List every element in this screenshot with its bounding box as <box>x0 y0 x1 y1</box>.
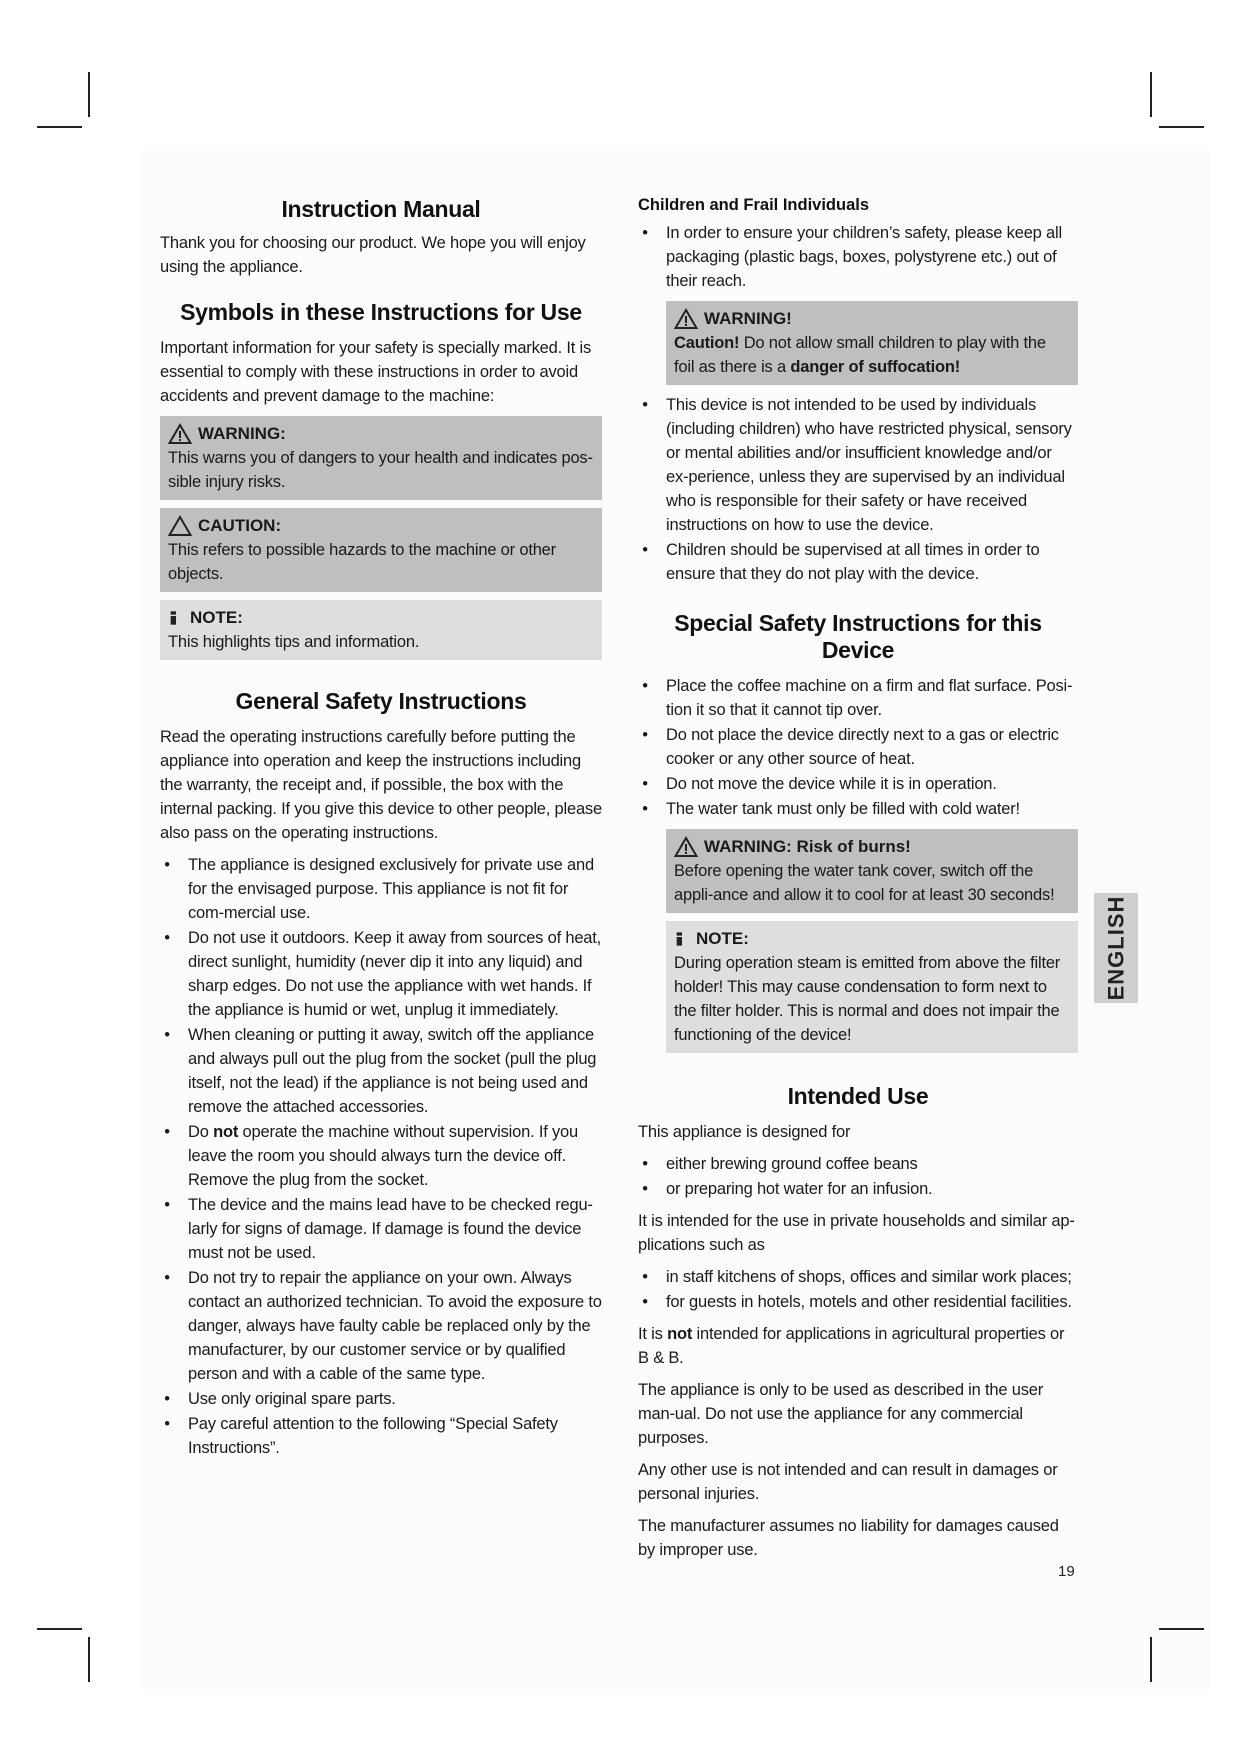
list-item: • or preparing hot water for an infusion. <box>642 1180 933 1198</box>
intended-text-2: It is intended for the use in private households and similar ap-plications such as <box>638 1212 1075 1254</box>
crop-mark <box>37 1628 82 1630</box>
children-warning-text: Caution! Do not allow small children to play with the foil as there is a danger of suffocation! <box>674 334 1046 376</box>
note-box <box>160 600 602 660</box>
list-item: • in staff kitchens of shops, offices and similar work places; <box>642 1268 1072 1286</box>
list-item: • Do not try to repair the appliance on your own. Always contact an authorized technician. To avoid the exposure to danger, always have faulty cable be replaced only by the manufacturer, by our customer service or by qualified person and with a cable of the same type. <box>164 1269 602 1383</box>
list-item: • for guests in hotels, motels and other residential facilities. <box>642 1293 1072 1311</box>
warning-box <box>160 416 602 500</box>
crop-mark <box>1159 126 1204 128</box>
list-item: • Do not operate the machine without supervision. If you leave the room you should always turn the device off. Remove the plug from the socket. <box>164 1123 578 1189</box>
warning-triangle-icon <box>168 423 192 445</box>
caution-triangle-icon <box>168 515 192 537</box>
list-item: • Pay careful attention to the following “Special Safety Instructions”. <box>164 1415 558 1457</box>
crop-mark <box>37 126 82 128</box>
list-item: • Children should be supervised at all times in order to ensure that they do not play with the device. <box>642 541 1040 583</box>
left-column <box>160 196 602 1468</box>
not-intended-text: It is not intended for applications in agricultural properties or B & B. <box>638 1325 1065 1367</box>
burn-warning-text: Before opening the water tank cover, switch off the appli-ance and allow it to cool for at least 30 seconds! <box>674 862 1055 904</box>
list-item: • Do not use it outdoors. Keep it away from sources of heat, direct sunlight, humidity (never dip it into any liquid) and sharp edges. Do not use the appliance with wet hands. If the appliance is humid or wet, unplug it immediately. <box>164 929 602 1019</box>
liability-text: The manufacturer assumes no liability for damages caused by improper use. <box>638 1517 1059 1559</box>
language-tab <box>1094 893 1138 1003</box>
list-item: • When cleaning or putting it away, switch off the appliance and always pull out the plug from the socket (pull the plug itself, not the lead) if the appliance is not being used and remove the attached accessories. <box>164 1026 597 1116</box>
special-safety-heading: Special Safety Instructions for this Device <box>674 610 1042 663</box>
symbols-text: Important information for your safety is specially marked. It is essential to comply with these instructions in order to avoid accidents and prevent damage to the machine: <box>160 339 592 405</box>
list-item: • Do not move the device while it is in operation. <box>642 775 997 793</box>
language-tab-label: ENGLISH <box>1103 895 1129 1001</box>
intended-use-heading: Intended Use <box>787 1083 929 1109</box>
info-icon <box>168 607 184 629</box>
intended-list <box>638 1152 1078 1201</box>
special-safety-list <box>638 674 1078 821</box>
general-safety-list <box>160 853 602 1460</box>
burn-warning-title: WARNING: Risk of burns! <box>704 837 911 856</box>
caution-text: This refers to possible hazards to the machine or other objects. <box>168 541 556 583</box>
list-item: • The appliance is designed exclusively for private use and for the envisaged purpose. This appliance is not fit for com-mercial use. <box>164 856 594 922</box>
burn-warning-box <box>666 829 1078 913</box>
crop-mark <box>1159 1628 1204 1630</box>
crop-mark <box>88 72 90 117</box>
intro-text: Thank you for choosing our product. We hope you will enjoy using the appliance. <box>160 234 586 276</box>
list-item: • The water tank must only be filled with cold water! <box>642 800 1020 818</box>
list-item: • Use only original spare parts. <box>164 1390 396 1408</box>
info-icon <box>674 928 690 950</box>
general-safety-heading: General Safety Instructions <box>235 688 527 714</box>
children-warning-title: WARNING! <box>704 309 792 328</box>
only-use-text: The appliance is only to be used as described in the user man-ual. Do not use the appliance for any commercial purposes. <box>638 1381 1044 1447</box>
other-use-text: Any other use is not intended and can result in damages or personal injuries. <box>638 1461 1058 1503</box>
children-warning-box <box>666 301 1078 385</box>
note-title: NOTE: <box>190 608 243 627</box>
list-item: • In order to ensure your children’s safety, please keep all packaging (plastic bags, boxes, polystyrene etc.) out of their reach. <box>642 224 1062 290</box>
caution-title: CAUTION: <box>198 516 282 535</box>
right-column <box>638 196 1078 1570</box>
children-heading: Children and Frail Individuals <box>638 196 870 214</box>
steam-note-title: NOTE: <box>696 929 749 948</box>
intended-list-2 <box>638 1265 1078 1314</box>
warning-triangle-icon <box>674 308 698 330</box>
warning-triangle-icon <box>674 836 698 858</box>
page-title: Instruction Manual <box>281 196 481 222</box>
list-item: • This device is not intended to be used by individuals (including children) who have restricted physical, sensory or mental abilities and/or insufficient knowledge and/or ex-perience, unless they are supervised by an individual who is responsible for their safety or have received instructions on how to use the device. <box>642 396 1072 534</box>
steam-note-box <box>666 921 1078 1053</box>
list-item: • The device and the mains lead have to be checked regu-larly for signs of damage. If damage is found the device must not be used. <box>164 1196 593 1262</box>
crop-mark <box>88 1637 90 1682</box>
list-item: • either brewing ground coffee beans <box>642 1155 918 1173</box>
symbols-heading: Symbols in these Instructions for Use <box>180 299 582 325</box>
children-list-2 <box>638 393 1078 586</box>
page-number: 19 <box>1058 1563 1075 1580</box>
steam-note-text: During operation steam is emitted from above the filter holder! This may cause condensation to form next to the filter holder. This is normal and does not impair the functioning of the device! <box>674 954 1061 1044</box>
list-item: • Do not place the device directly next to a gas or electric cooker or any other source of heat. <box>642 726 1059 768</box>
note-text: This highlights tips and information. <box>168 633 420 651</box>
intended-intro: This appliance is designed for <box>638 1123 851 1141</box>
warning-text: This warns you of dangers to your health and indicates pos-sible injury risks. <box>168 449 593 491</box>
caution-box <box>160 508 602 592</box>
warning-title: WARNING: <box>198 424 286 443</box>
crop-mark <box>1150 72 1152 117</box>
crop-mark <box>1150 1637 1152 1682</box>
list-item: • Place the coffee machine on a firm and flat surface. Posi-tion it so that it cannot tip over. <box>642 677 1073 719</box>
children-list <box>638 221 1078 293</box>
general-safety-text: Read the operating instructions carefully before putting the appliance into operation and keep the instructions including the warranty, the receipt and, if possible, the box with the internal packing. If you give this device to other people, please also pass on the operating instructions. <box>160 728 602 842</box>
